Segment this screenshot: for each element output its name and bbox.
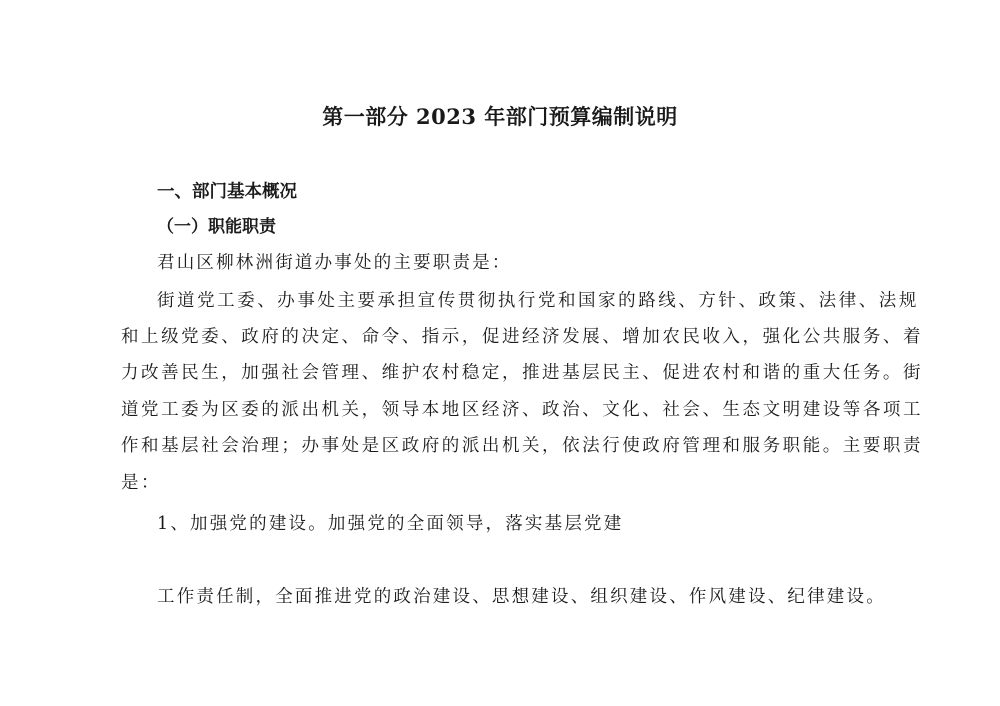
body-line-6: 是：: [121, 473, 162, 493]
body-line-5: 作和基层社会治理；办事处是区政府的派出机关，依法行使政府管理和服务职能。主要职责: [121, 436, 923, 456]
section-heading: 一、部门基本概况: [157, 182, 297, 202]
body-line-3: 力改善民生，加强社会管理、维护农村稳定，推进基层民主、促进农村和谐的重大任务。街: [121, 363, 923, 383]
list-item-1: 1、加强党的建设。加强党的全面领导，落实基层党建: [157, 514, 624, 534]
page-title: 第一部分 2023 年部门预算编制说明: [322, 104, 678, 129]
intro-paragraph: 君山区柳林洲街道办事处的主要职责是：: [157, 253, 512, 273]
body-line-1: 街道党工委、办事处主要承担宣传贯彻执行党和国家的路线、方针、政策、法律、法规: [157, 291, 919, 311]
subsection-heading: （一）职能职责: [157, 217, 276, 237]
body-line-2: 和上级党委、政府的决定、命令、指示，促进经济发展、增加农民收入，强化公共服务、着: [121, 327, 923, 347]
list-item-1-continuation: 工作责任制，全面推进党的政治建设、思想建设、组织建设、作风建设、纪律建设。: [157, 587, 886, 607]
body-line-4: 道党工委为区委的派出机关，领导本地区经济、政治、文化、社会、生态文明建设等各项工: [121, 400, 923, 420]
